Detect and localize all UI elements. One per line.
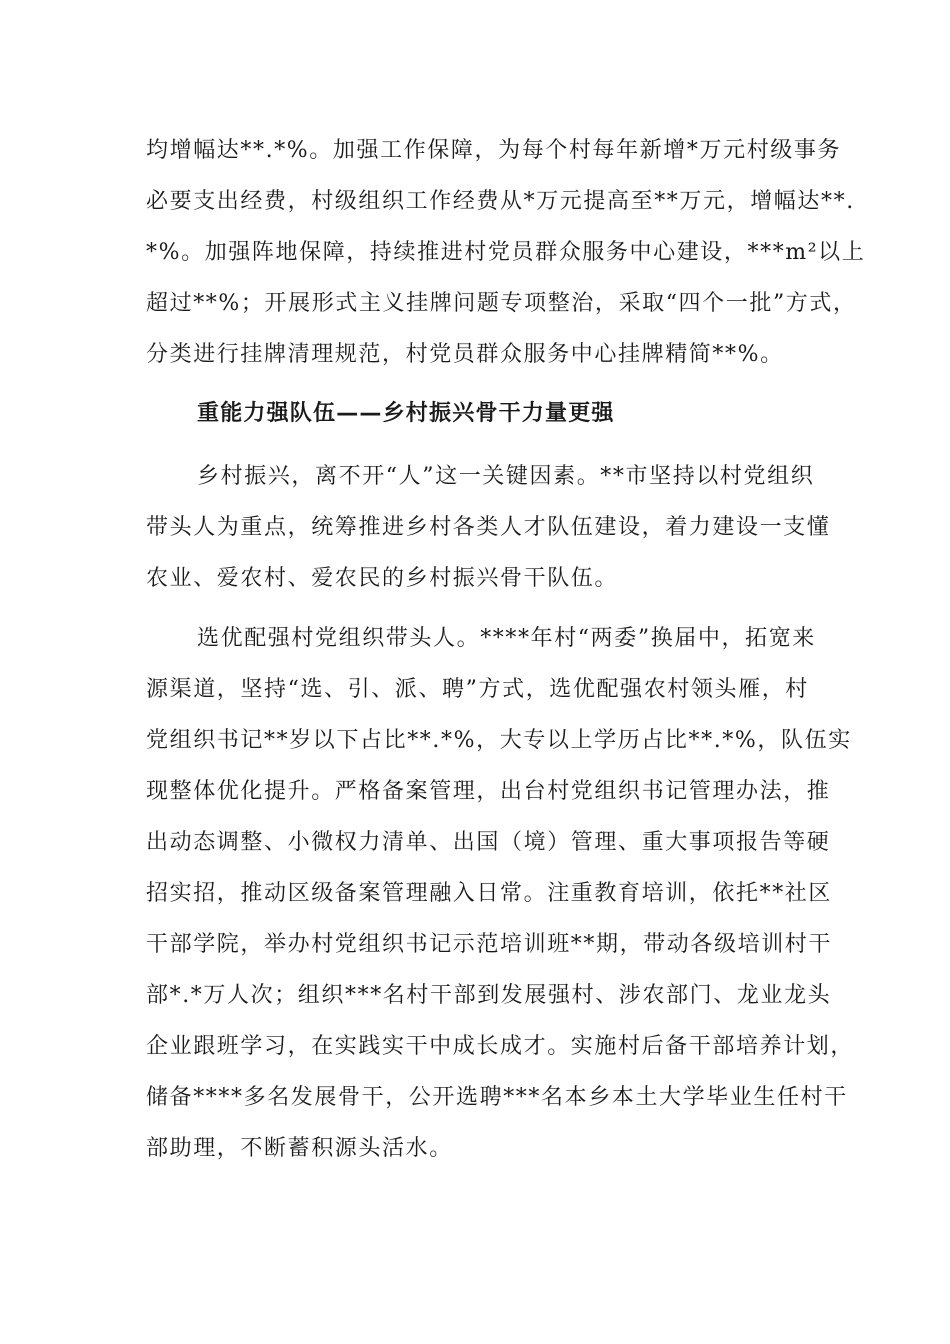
paragraph-line: 现整体优化提升。严格备案管理，出台村党组织书记管理办法，推 — [146, 779, 831, 804]
paragraph-line: 储备****多名发展骨干，公开选聘***名本乡本土大学毕业生任村干 — [146, 1085, 848, 1110]
paragraph-line: 干部学院，举办村党组织书记示范培训班**期，带动各级培训村干 — [146, 932, 833, 957]
paragraph-line: 部*.*万人次；组织***名村干部到发展强村、涉农部门、龙业龙头 — [146, 983, 832, 1008]
paragraph-line: 企业跟班学习，在实践实干中成长成才。实施村后备干部培养计划， — [146, 1034, 855, 1059]
paragraph-line: 必要支出经费，村级组织工作经费从*万元提高至**万元，增幅达**. — [146, 189, 855, 214]
paragraph-line: 均增幅达**.*%。加强工作保障，为每个村每年新增*万元村级事务 — [146, 138, 842, 163]
section-heading: 重能力强队伍——乡村振兴骨干力量更强 — [197, 401, 615, 426]
paragraph-line: 招实招，推动区级备案管理融入日常。注重教育培训，依托**社区 — [146, 881, 833, 906]
paragraph-line: 农业、爱农村、爱农民的乡村振兴骨干队伍。 — [146, 566, 619, 591]
paragraph-line: 选优配强村党组织带头人。****年村“两委”换届中，拓宽来 — [197, 626, 816, 651]
paragraph-line: *%。加强阵地保障，持续推进村党员群众服务中心建设，***m²以上 — [146, 240, 866, 265]
paragraph-line: 超过**%；开展形式主义挂牌问题专项整治，采取“四个一批”方式， — [146, 291, 857, 316]
paragraph-line: 分类进行挂牌清理规范，村党员群众服务中心挂牌精简**%。 — [146, 342, 784, 367]
paragraph-line: 出动态调整、小微权力清单、出国（境）管理、重大事项报告等硬 — [146, 830, 831, 855]
paragraph-line: 党组织书记**岁以下占比**.*%，大专以上学历占比**.*%，队伍实 — [146, 728, 852, 753]
paragraph-line: 带头人为重点，统筹推进乡村各类人才队伍建设，着力建设一支懂 — [146, 515, 831, 540]
paragraph-line: 乡村振兴，离不开“人”这一关键因素。**市坚持以村党组织 — [197, 464, 815, 489]
paragraph-line: 部助理，不断蓄积源头活水。 — [146, 1136, 453, 1161]
paragraph-line: 源渠道，坚持“选、引、派、聘”方式，选优配强农村领头雁，村 — [146, 677, 809, 702]
